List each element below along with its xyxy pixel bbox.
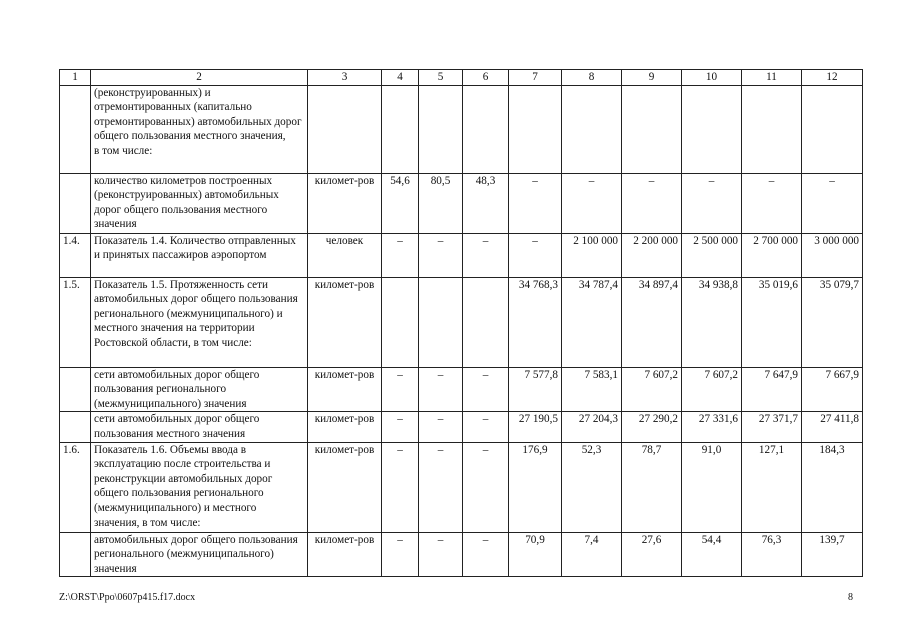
table-row xyxy=(60,412,863,442)
value-cell: – xyxy=(682,173,742,233)
value-cell: 7 647,9 xyxy=(742,367,802,412)
value-cell: – xyxy=(419,412,463,442)
row-number: 1.5. xyxy=(60,277,91,367)
value-cell xyxy=(509,85,562,173)
value-cell xyxy=(463,85,509,173)
unit-of-measure: человек xyxy=(308,233,382,277)
value-cell: 7 667,9 xyxy=(802,367,863,412)
unit-of-measure: километ-ров xyxy=(308,532,382,577)
value-cell: – xyxy=(382,367,419,412)
unit-of-measure: километ-ров xyxy=(308,442,382,532)
header-cell: 7 xyxy=(509,70,562,86)
unit-of-measure: километ-ров xyxy=(308,412,382,442)
header-cell: 11 xyxy=(742,70,802,86)
value-cell: 34 787,4 xyxy=(562,277,622,367)
value-cell: 48,3 xyxy=(463,173,509,233)
indicator-description: сети автомобильных дорог общего пользования регионального (межмуниципального) значения xyxy=(91,367,308,412)
header-cell: 5 xyxy=(419,70,463,86)
value-cell: 27 290,2 xyxy=(622,412,682,442)
value-cell: 139,7 xyxy=(802,532,863,577)
row-number xyxy=(60,367,91,412)
indicator-description: количество километров построенных (реконструированных) автомобильных дорог общего пользования местного значения xyxy=(91,173,308,233)
value-cell: 127,1 xyxy=(742,442,802,532)
table-row xyxy=(60,85,863,173)
value-cell: 54,6 xyxy=(382,173,419,233)
row-number xyxy=(60,85,91,173)
indicator-description: Показатель 1.4. Количество отправленных и принятых пассажиров аэропортом xyxy=(91,233,308,277)
table-body xyxy=(60,85,863,577)
header-cell: 3 xyxy=(308,70,382,86)
value-cell: 35 079,7 xyxy=(802,277,863,367)
page-number: 8 xyxy=(848,592,853,603)
value-cell: – xyxy=(509,233,562,277)
unit-of-measure xyxy=(308,85,382,173)
indicator-description: Показатель 1.6. Объемы ввода в эксплуатацию после строительства и реконструкции автомобильных дорог общего пользования регионального (межмуниципального) и местного значения, в том числе: xyxy=(91,442,308,532)
value-cell: – xyxy=(622,173,682,233)
row-number xyxy=(60,173,91,233)
value-cell: – xyxy=(742,173,802,233)
value-cell: 7 583,1 xyxy=(562,367,622,412)
value-cell: 34 938,8 xyxy=(682,277,742,367)
value-cell: – xyxy=(419,442,463,532)
value-cell: 7 607,2 xyxy=(622,367,682,412)
value-cell: 2 100 000 xyxy=(562,233,622,277)
value-cell: 3 000 000 xyxy=(802,233,863,277)
value-cell: 34 897,4 xyxy=(622,277,682,367)
value-cell: – xyxy=(562,173,622,233)
value-cell: 78,7 xyxy=(622,442,682,532)
indicator-description: (реконструированных) и отремонтированных (капитально отремонтированных) автомобильных дорог общего пользования местного значения, в том числе: xyxy=(91,85,308,173)
header-cell: 10 xyxy=(682,70,742,86)
header-cell: 2 xyxy=(91,70,308,86)
value-cell: – xyxy=(419,367,463,412)
value-cell: 52,3 xyxy=(562,442,622,532)
value-cell: – xyxy=(463,367,509,412)
value-cell: 91,0 xyxy=(682,442,742,532)
value-cell: – xyxy=(382,532,419,577)
value-cell xyxy=(463,277,509,367)
header-cell: 9 xyxy=(622,70,682,86)
value-cell: 35 019,6 xyxy=(742,277,802,367)
header-row xyxy=(60,70,863,86)
table-row xyxy=(60,277,863,367)
value-cell: 27 371,7 xyxy=(742,412,802,442)
value-cell: 80,5 xyxy=(419,173,463,233)
value-cell: – xyxy=(382,412,419,442)
value-cell xyxy=(802,85,863,173)
value-cell: 54,4 xyxy=(682,532,742,577)
header-cell: 6 xyxy=(463,70,509,86)
row-number xyxy=(60,412,91,442)
value-cell xyxy=(419,277,463,367)
value-cell: – xyxy=(509,173,562,233)
value-cell xyxy=(622,85,682,173)
value-cell: 27 331,6 xyxy=(682,412,742,442)
value-cell: – xyxy=(463,233,509,277)
header-cell: 12 xyxy=(802,70,863,86)
header-cell: 8 xyxy=(562,70,622,86)
row-number: 1.6. xyxy=(60,442,91,532)
value-cell: 7 577,8 xyxy=(509,367,562,412)
header-cell: 1 xyxy=(60,70,91,86)
file-path: Z:\ORST\Ppo\0607p415.f17.docx xyxy=(59,592,196,603)
value-cell: 184,3 xyxy=(802,442,863,532)
indicator-description: Показатель 1.5. Протяженность сети автомобильных дорог общего пользования регионального (межмуниципального) и местного значения на территории Ростовской области, в том числе: xyxy=(91,277,308,367)
value-cell: – xyxy=(419,233,463,277)
value-cell: 2 500 000 xyxy=(682,233,742,277)
table-row xyxy=(60,233,863,277)
value-cell: – xyxy=(802,173,863,233)
value-cell: – xyxy=(382,442,419,532)
unit-of-measure: километ-ров xyxy=(308,367,382,412)
table-row xyxy=(60,173,863,233)
indicator-description: автомобильных дорог общего пользования регионального (межмуниципального) значения xyxy=(91,532,308,577)
value-cell xyxy=(382,277,419,367)
value-cell xyxy=(742,85,802,173)
value-cell: – xyxy=(382,233,419,277)
value-cell: 7,4 xyxy=(562,532,622,577)
value-cell: 27 190,5 xyxy=(509,412,562,442)
row-number xyxy=(60,532,91,577)
value-cell: 70,9 xyxy=(509,532,562,577)
value-cell: – xyxy=(463,532,509,577)
value-cell: 27,6 xyxy=(622,532,682,577)
table-row xyxy=(60,367,863,412)
value-cell xyxy=(562,85,622,173)
unit-of-measure: километ-ров xyxy=(308,173,382,233)
value-cell: 2 700 000 xyxy=(742,233,802,277)
table-row xyxy=(60,532,863,577)
value-cell: 7 607,2 xyxy=(682,367,742,412)
value-cell: 27 204,3 xyxy=(562,412,622,442)
value-cell: 34 768,3 xyxy=(509,277,562,367)
value-cell: 2 200 000 xyxy=(622,233,682,277)
unit-of-measure: километ-ров xyxy=(308,277,382,367)
value-cell: – xyxy=(463,442,509,532)
value-cell: 76,3 xyxy=(742,532,802,577)
row-number: 1.4. xyxy=(60,233,91,277)
value-cell: – xyxy=(419,532,463,577)
header-cell: 4 xyxy=(382,70,419,86)
indicators-table xyxy=(59,69,863,577)
value-cell: 176,9 xyxy=(509,442,562,532)
value-cell xyxy=(419,85,463,173)
table-row xyxy=(60,442,863,532)
value-cell xyxy=(682,85,742,173)
value-cell: – xyxy=(463,412,509,442)
indicator-description: сети автомобильных дорог общего пользования местного значения xyxy=(91,412,308,442)
value-cell: 27 411,8 xyxy=(802,412,863,442)
value-cell xyxy=(382,85,419,173)
